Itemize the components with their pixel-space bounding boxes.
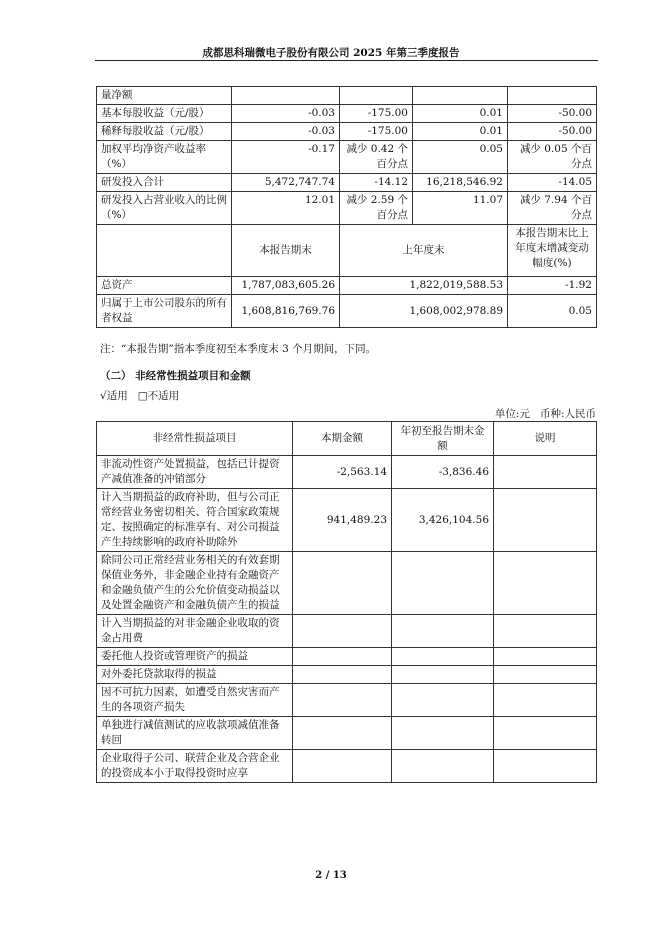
column-header: 年初至报告期末金额	[392, 422, 494, 456]
table-cell: 0.01	[413, 105, 508, 123]
table-cell: 5,472,747.74	[232, 174, 340, 192]
column-header: 本报告期末	[232, 225, 340, 277]
table-cell	[293, 552, 392, 615]
table-cell: 1,787,083,605.26	[232, 277, 340, 295]
unit-label: 单位:元	[494, 408, 530, 420]
table-cell	[392, 648, 494, 666]
table-cell	[508, 87, 597, 105]
table-footnote: 注：“本报告期”指本季度初至本季度末 3 个月期间，下同。	[100, 343, 377, 355]
table-cell	[293, 666, 392, 684]
header-divider	[95, 60, 598, 61]
table-header-row	[97, 422, 597, 456]
table-cell	[494, 717, 597, 750]
table-cell: 单独进行减值测试的应收款项减值准备转回	[97, 717, 293, 750]
applicable-checked-option: √适用	[100, 390, 128, 402]
table-cell: -175.00	[340, 123, 413, 141]
table-cell	[293, 648, 392, 666]
table-cell: 0.01	[413, 123, 508, 141]
table-cell	[494, 684, 597, 717]
table-cell	[494, 489, 597, 552]
table-cell: 0.05	[413, 141, 508, 174]
table-cell	[293, 750, 392, 783]
table-cell: -1.92	[508, 277, 597, 295]
table-cell: 归属于上市公司股东的所有者权益	[97, 295, 232, 328]
non-recurring-items-table	[96, 421, 597, 783]
table-row	[97, 648, 597, 666]
table-cell: 研发投入占营业收入的比例（%）	[97, 192, 232, 225]
table-cell: 量净额	[97, 87, 232, 105]
table-cell: -14.05	[508, 174, 597, 192]
column-header: 上年度末	[340, 225, 508, 277]
table-cell: -0.03	[232, 123, 340, 141]
table-cell	[293, 684, 392, 717]
not-applicable-option: □不适用	[137, 390, 180, 402]
table-cell: -2,563.14	[293, 456, 392, 489]
table-cell	[232, 87, 340, 105]
table-cell	[494, 615, 597, 648]
table-cell: 11.07	[413, 192, 508, 225]
table-row	[97, 717, 597, 750]
table-row	[97, 456, 597, 489]
table-cell: 计入当期损益的政府补助，但与公司正常经营业务密切相关、符合国家政策规定、按照确定的标准享有、对公司损益产生持续影响的政府补助除外	[97, 489, 293, 552]
table-cell: 3,426,104.56	[392, 489, 494, 552]
table-row	[97, 192, 597, 225]
table-cell: 研发投入合计	[97, 174, 232, 192]
table-cell: 减少 0.05 个百分点	[508, 141, 597, 174]
table-cell	[97, 225, 232, 277]
table-cell	[392, 615, 494, 648]
table-cell: 1,822,019,588.53	[340, 277, 508, 295]
currency-label: 币种:人民币	[539, 408, 596, 420]
table-cell: 1,608,002,978.89	[340, 295, 508, 328]
table-cell	[494, 456, 597, 489]
table-cell	[340, 87, 413, 105]
page-number: 2 / 13	[315, 870, 347, 881]
table-cell: 0.05	[508, 295, 597, 328]
table-cell: -175.00	[340, 105, 413, 123]
key-financial-data-table	[96, 86, 597, 328]
table-row	[97, 174, 597, 192]
table-cell: 企业取得子公司、联营企业及合营企业的投资成本小于取得投资时应享	[97, 750, 293, 783]
table-cell: 稀释每股收益（元/股）	[97, 123, 232, 141]
table-cell	[293, 615, 392, 648]
table-cell: -14.12	[340, 174, 413, 192]
table-cell	[392, 552, 494, 615]
table-row	[97, 87, 597, 105]
table-cell: 941,489.23	[293, 489, 392, 552]
table-cell	[293, 717, 392, 750]
table-header-row	[97, 225, 597, 277]
table-row	[97, 666, 597, 684]
table-cell	[392, 750, 494, 783]
table-row	[97, 489, 597, 552]
table-cell: -3,836.46	[392, 456, 494, 489]
table-cell	[392, 717, 494, 750]
table-row	[97, 750, 597, 783]
table-cell: 非流动性资产处置损益，包括已计提资产减值准备的冲销部分	[97, 456, 293, 489]
table-cell: 总资产	[97, 277, 232, 295]
table-row	[97, 615, 597, 648]
table-cell: -50.00	[508, 123, 597, 141]
table-cell: 减少 0.42 个百分点	[340, 141, 413, 174]
table-cell	[392, 684, 494, 717]
column-header: 说明	[494, 422, 597, 456]
table-cell: 12.01	[232, 192, 340, 225]
table-cell: 除同公司正常经营业务相关的有效套期保值业务外，非金融企业持有金融资产和金融负债产生的公允价值变动损益以及处置金融资产和金融负债产生的损益	[97, 552, 293, 615]
table-cell: 基本每股收益（元/股）	[97, 105, 232, 123]
table-row	[97, 141, 597, 174]
table-row	[97, 105, 597, 123]
table-row	[97, 552, 597, 615]
table-cell: 计入当期损益的对非金融企业收取的资金占用费	[97, 615, 293, 648]
table-cell: 减少 2.59 个百分点	[340, 192, 413, 225]
table-row	[97, 295, 597, 328]
table-cell: 减少 7.94 个百分点	[508, 192, 597, 225]
table-cell: 对外委托贷款取得的损益	[97, 666, 293, 684]
table-row	[97, 277, 597, 295]
table-cell: -0.03	[232, 105, 340, 123]
applicability-line	[100, 388, 179, 403]
table-cell	[494, 666, 597, 684]
table-cell	[494, 552, 597, 615]
table-cell: -0.17	[232, 141, 340, 174]
table-cell	[494, 648, 597, 666]
column-header: 本期金额	[293, 422, 392, 456]
column-header: 本报告期末比上年度末增减变动幅度(%)	[508, 225, 597, 277]
table-cell	[413, 87, 508, 105]
table-cell: 1,608,816,769.76	[232, 295, 340, 328]
unit-currency-line	[495, 406, 596, 421]
table-row	[97, 123, 597, 141]
table-row	[97, 684, 597, 717]
table-cell: 委托他人投资或管理资产的损益	[97, 648, 293, 666]
section-heading: （二） 非经常性损益项目和金额	[100, 370, 251, 382]
table-cell: -50.00	[508, 105, 597, 123]
column-header: 非经常性损益项目	[97, 422, 293, 456]
table-cell	[494, 750, 597, 783]
report-header-title: 成都思科瑞微电子股份有限公司 2025 年第三季度报告	[202, 47, 460, 59]
table-cell: 因不可抗力因素，如遭受自然灾害而产生的各项资产损失	[97, 684, 293, 717]
table-cell	[392, 666, 494, 684]
table-cell: 16,218,546.92	[413, 174, 508, 192]
table-cell: 加权平均净资产收益率（%）	[97, 141, 232, 174]
